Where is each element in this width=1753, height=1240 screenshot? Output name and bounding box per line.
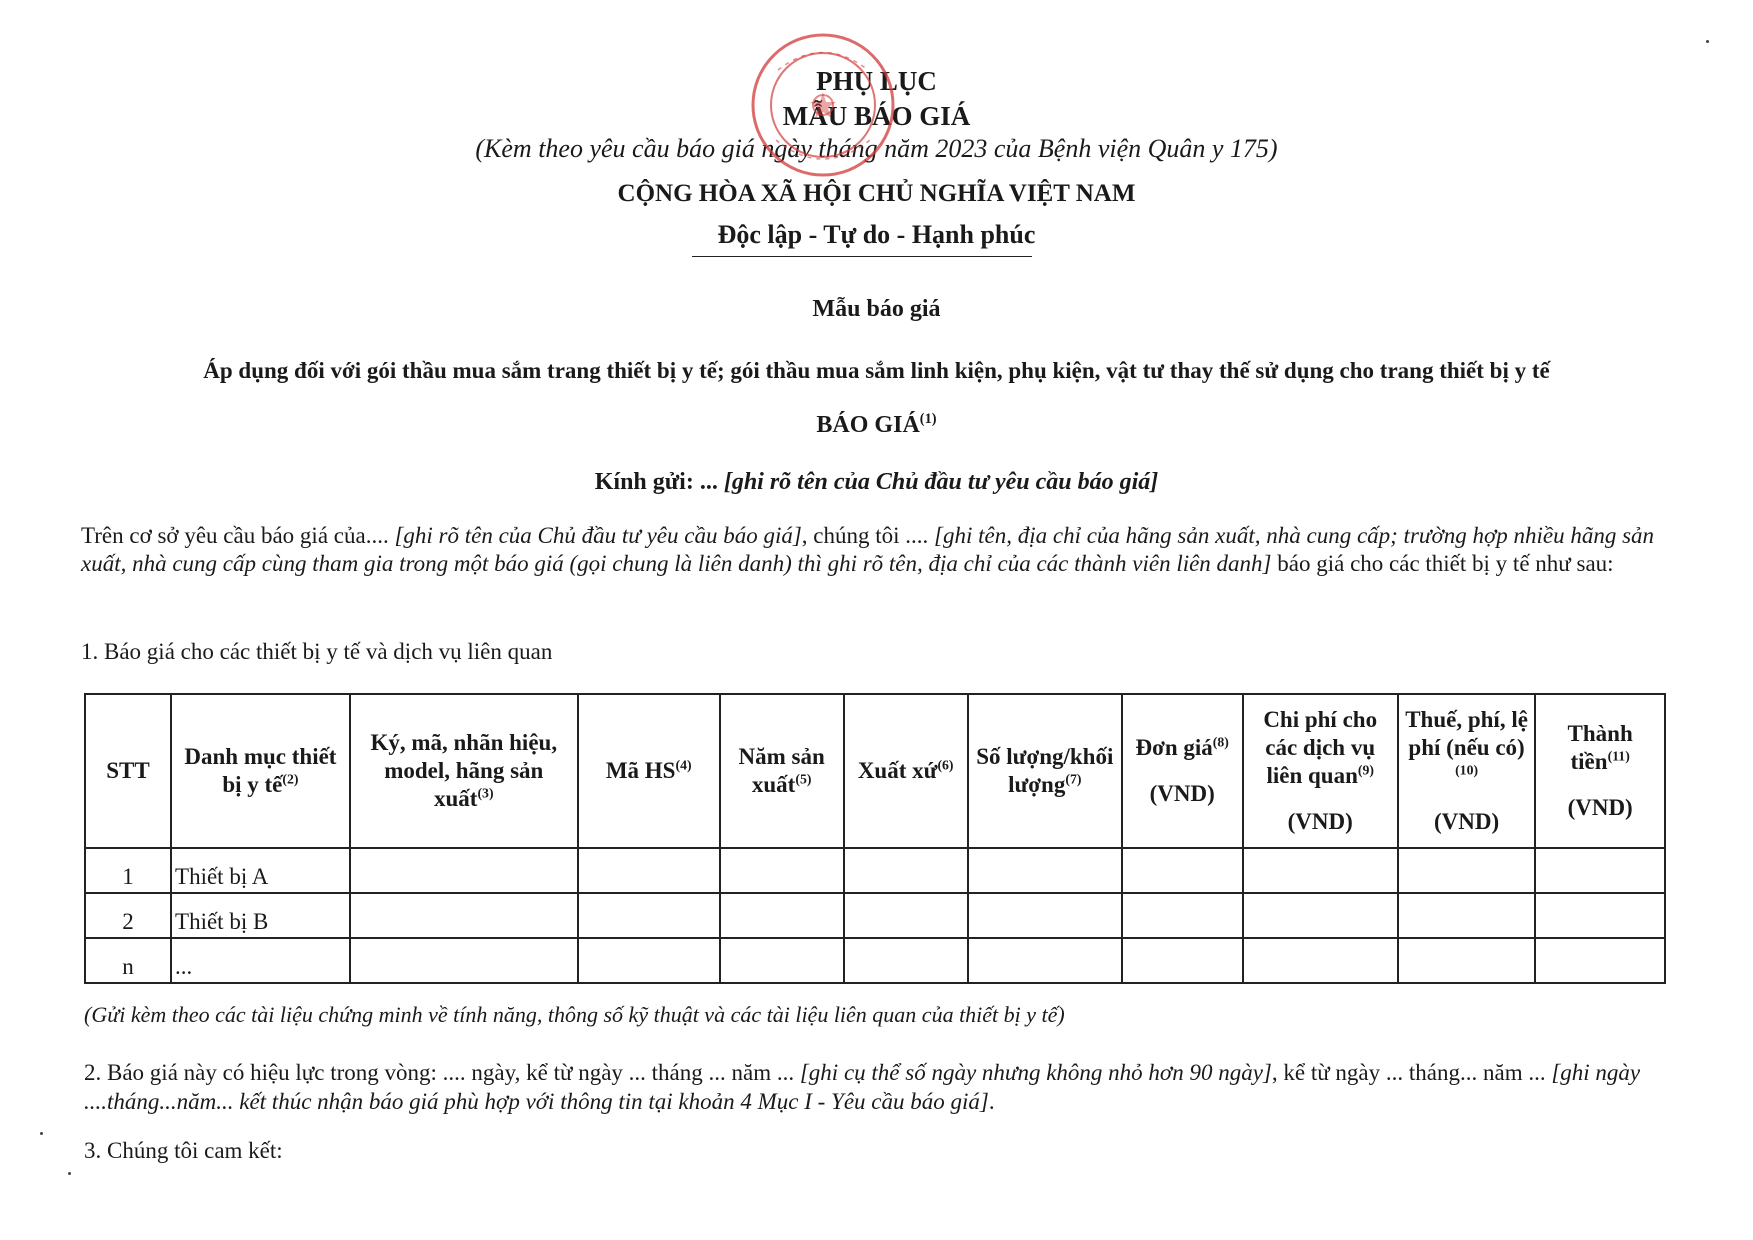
column-header-label: STT: [106, 758, 150, 783]
table-row: [85, 938, 1665, 983]
section-2-placeholder-1: [ghi cụ thể số ngày nhưng không nhỏ hơn 90 ngày]: [799, 1060, 1272, 1085]
appendix-heading: PHỤ LỤC: [816, 66, 937, 96]
recipient-line: [0, 469, 1753, 496]
column-header-unit: (VND): [1567, 795, 1633, 820]
section-2-text-1: 2. Báo giá này có hiệu lực trong vòng: .... ngày, kể từ ngày ... tháng ... năm ...: [84, 1060, 800, 1085]
section-2-text-3: .: [988, 1089, 995, 1114]
empty-cell: [1398, 938, 1535, 983]
form-title: Mẫu báo giá: [812, 296, 941, 322]
quotation-table: [84, 693, 1666, 984]
quote-title-footnote: (1): [919, 411, 937, 427]
column-header-footnote: (9): [1357, 762, 1374, 778]
empty-cell: [350, 938, 578, 983]
table-row: [85, 848, 1665, 893]
column-header: [1535, 694, 1665, 848]
column-header-label: Chi phí cho các dịch vụ liên quan: [1263, 707, 1378, 788]
column-header-unit: (VND): [1287, 809, 1353, 834]
recipient-placeholder: [ghi rõ tên của Chủ đầu tư yêu cầu báo giá]: [717, 469, 1159, 495]
column-header: [968, 694, 1122, 848]
empty-cell: [968, 938, 1122, 983]
section-2-paragraph: [84, 1058, 1674, 1116]
intro-placeholder-2: [ghi tên, địa chỉ của hãng sản xuất, nhà cung cấp; trường hợp nhiều hãng sản xuất, nhà cung cấp cùng tham gia trong một báo giá (gọi chung là liên danh) thì ghi rõ tên, địa chỉ của các thành viên liên danh]: [81, 523, 1655, 576]
column-header-footnote: (10): [1455, 762, 1479, 778]
item-name-cell: Thiết bị A: [171, 848, 350, 893]
column-header-label: Xuất xứ: [857, 758, 938, 783]
empty-cell: [578, 848, 720, 893]
column-header-unit: (VND): [1434, 809, 1500, 834]
empty-cell: [1122, 848, 1243, 893]
intro-text-3: báo giá cho các thiết bị y tế như sau:: [1271, 551, 1614, 576]
empty-cell: [578, 893, 720, 938]
empty-cell: [1535, 893, 1665, 938]
column-header-label: Năm sản xuất: [738, 744, 825, 797]
column-header: [1398, 694, 1535, 848]
empty-cell: [1398, 893, 1535, 938]
column-header: [720, 694, 844, 848]
table-header-row: [85, 694, 1665, 848]
column-header: [1122, 694, 1243, 848]
column-header-label: Thành tiền: [1567, 721, 1633, 774]
column-header-label: Danh mục thiết bị y tế: [184, 744, 337, 797]
empty-cell: [1243, 938, 1398, 983]
intro-text-1: Trên cơ sở yêu cầu báo giá của....: [81, 523, 395, 548]
column-header-footnote: (3): [477, 785, 494, 801]
item-name-cell: Thiết bị B: [171, 893, 350, 938]
empty-cell: [844, 848, 968, 893]
row-number-cell: 1: [85, 848, 171, 893]
column-header-footnote: (6): [937, 757, 954, 773]
column-header-label: Số lượng/khối lượng: [976, 744, 1114, 797]
national-motto: Độc lập - Tự do - Hạnh phúc: [717, 220, 1036, 249]
empty-cell: [844, 938, 968, 983]
scan-speck: [1706, 40, 1709, 43]
table-body: [85, 848, 1665, 983]
empty-cell: [968, 893, 1122, 938]
empty-cell: [1122, 938, 1243, 983]
empty-cell: [1122, 893, 1243, 938]
column-header-footnote: (7): [1065, 771, 1082, 787]
column-header-footnote: (4): [675, 757, 692, 773]
column-header-label: Thuế, phí, lệ phí (nếu có): [1405, 707, 1528, 760]
column-header: [578, 694, 720, 848]
row-number-cell: n: [85, 938, 171, 983]
table-row: [85, 893, 1665, 938]
column-header: [844, 694, 968, 848]
empty-cell: [720, 848, 844, 893]
scan-speck: [68, 1172, 71, 1175]
empty-cell: [1243, 848, 1398, 893]
column-header-footnote: (8): [1212, 734, 1229, 750]
empty-cell: [1398, 848, 1535, 893]
empty-cell: [350, 893, 578, 938]
country-name: CỘNG HÒA XÃ HỘI CHỦ NGHĨA VIỆT NAM: [617, 180, 1136, 207]
intro-paragraph: [81, 522, 1681, 578]
section-3-title: 3. Chúng tôi cam kết:: [84, 1138, 283, 1163]
column-header: [1243, 694, 1398, 848]
empty-cell: [844, 893, 968, 938]
column-header: [85, 694, 171, 848]
column-header-label: Ký, mã, nhãn hiệu, model, hãng sản xuất: [370, 730, 558, 811]
recipient-label: Kính gửi: ...: [594, 469, 718, 495]
section-1-title: 1. Báo giá cho các thiết bị y tế và dịch vụ liên quan: [81, 639, 553, 664]
column-header-footnote: (2): [282, 771, 299, 787]
scan-speck: [40, 1132, 43, 1135]
quote-title: [0, 412, 1753, 439]
intro-text-2: , chúng tôi ....: [801, 523, 935, 548]
column-header-footnote: (11): [1607, 748, 1630, 764]
empty-cell: [720, 893, 844, 938]
form-heading: MẪU BÁO GIÁ: [782, 101, 971, 131]
empty-cell: [350, 848, 578, 893]
section-2-text-2: , kể từ ngày ... tháng... năm ...: [1271, 1060, 1552, 1085]
empty-cell: [1535, 848, 1665, 893]
column-header: [171, 694, 350, 848]
column-header-label: Mã HS: [605, 758, 676, 783]
table-note: (Gửi kèm theo các tài liệu chứng minh về tính năng, thông số kỹ thuật và các tài liệu liên quan của thiết bị y tế): [84, 1002, 1065, 1027]
empty-cell: [578, 938, 720, 983]
column-header-label: Đơn giá: [1135, 735, 1213, 760]
empty-cell: [1243, 893, 1398, 938]
empty-cell: [720, 938, 844, 983]
quote-title-text: BÁO GIÁ: [816, 412, 920, 438]
intro-placeholder-1: [ghi rõ tên của Chủ đầu tư yêu cầu báo giá]: [394, 523, 802, 548]
empty-cell: [1535, 938, 1665, 983]
item-name-cell: ...: [171, 938, 350, 983]
attachment-note: (Kèm theo yêu cầu báo giá ngày tháng năm 2023 của Bệnh viện Quân y 175): [475, 134, 1278, 163]
empty-cell: [968, 848, 1122, 893]
row-number-cell: 2: [85, 893, 171, 938]
column-header-unit: (VND): [1149, 781, 1215, 806]
section-2-placeholder-2: [ghi ngày ....tháng...năm... kết thúc nhận báo giá phù hợp với thông tin tại khoản 4 Mục I - Yêu cầu báo giá]: [84, 1060, 1641, 1114]
column-header: [350, 694, 578, 848]
column-header-footnote: (5): [795, 771, 812, 787]
applicability-statement: Áp dụng đối với gói thầu mua sắm trang thiết bị y tế; gói thầu mua sắm linh kiện, phụ kiện, vật tư thay thế sử dụng cho trang thiết bị y tế: [203, 358, 1550, 383]
motto-underline: [692, 256, 1032, 257]
